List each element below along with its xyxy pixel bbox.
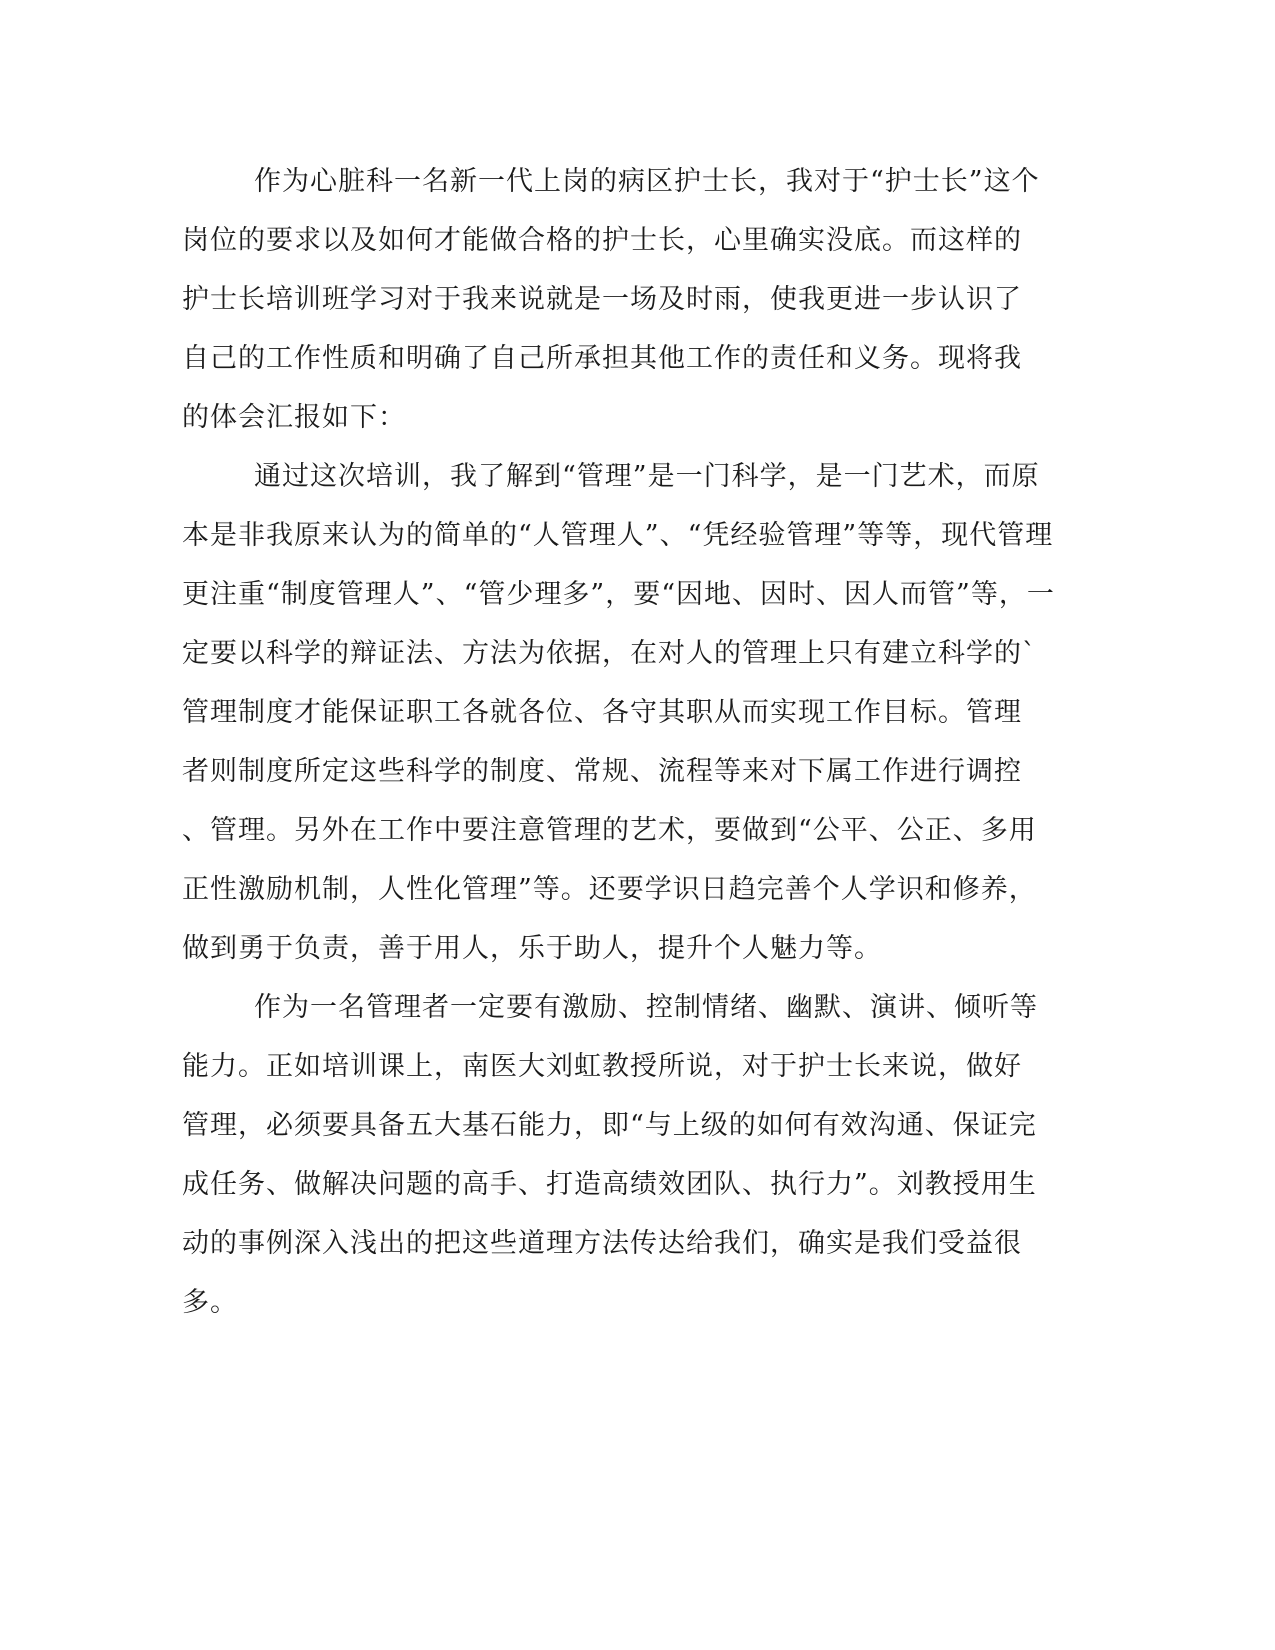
text-line: 更注重“制度管理人”、“管少理多”，要“因地、因时、因人而管”等，一 [182, 579, 1055, 610]
text-line: 的体会汇报如下： [182, 402, 406, 433]
text-line: 作为心脏科一名新一代上岗的病区护士长，我对于“护士长”这个 [254, 166, 1040, 197]
text-line: 护士长培训班学习对于我来说就是一场及时雨，使我更进一步认识了 [182, 284, 1022, 315]
paragraph-2 [182, 447, 1055, 978]
text-line: 者则制度所定这些科学的制度、常规、流程等来对下属工作进行调控 [182, 756, 1022, 787]
text-line: 定要以科学的辩证法、方法为依据，在对人的管理上只有建立科学的` [182, 638, 1037, 669]
text-line: 多。 [182, 1287, 238, 1318]
text-line: 能力。正如培训课上，南医大刘虹教授所说，对于护士长来说，做好 [182, 1051, 1022, 1082]
text-line: 本是非我原来认为的简单的“人管理人”、“凭经验管理”等等，现代管理 [182, 520, 1054, 551]
text-line: 管理制度才能保证职工各就各位、各守其职从而实现工作目标。管理 [182, 697, 1022, 728]
text-line: 动的事例深入浅出的把这些道理方法传达给我们，确实是我们受益很 [182, 1228, 1022, 1259]
paragraph-3 [182, 978, 1042, 1332]
text-line: 岗位的要求以及如何才能做合格的护士长，心里确实没底。而这样的 [182, 225, 1022, 256]
text-line: 作为一名管理者一定要有激励、控制情绪、幽默、演讲、倾听等 [254, 992, 1038, 1023]
text-line: 管理，必须要具备五大基石能力，即“与上级的如何有效沟通、保证完 [182, 1110, 1037, 1141]
text-line: 正性激励机制，人性化管理”等。还要学识日趋完善个人学识和修养， [182, 874, 1037, 905]
paragraph-1 [182, 152, 1042, 447]
text-line: 自己的工作性质和明确了自己所承担其他工作的责任和义务。现将我 [182, 343, 1022, 374]
text-line: 做到勇于负责，善于用人，乐于助人，提升个人魅力等。 [182, 933, 882, 964]
document-body [182, 152, 1055, 1332]
text-line: 成任务、做解决问题的高手、打造高绩效团队、执行力”。刘教授用生 [182, 1169, 1037, 1200]
text-line: 通过这次培训，我了解到“管理”是一门科学，是一门艺术，而原 [254, 461, 1040, 492]
text-line: 、管理。另外在工作中要注意管理的艺术，要做到“公平、公正、多用 [182, 815, 1037, 846]
